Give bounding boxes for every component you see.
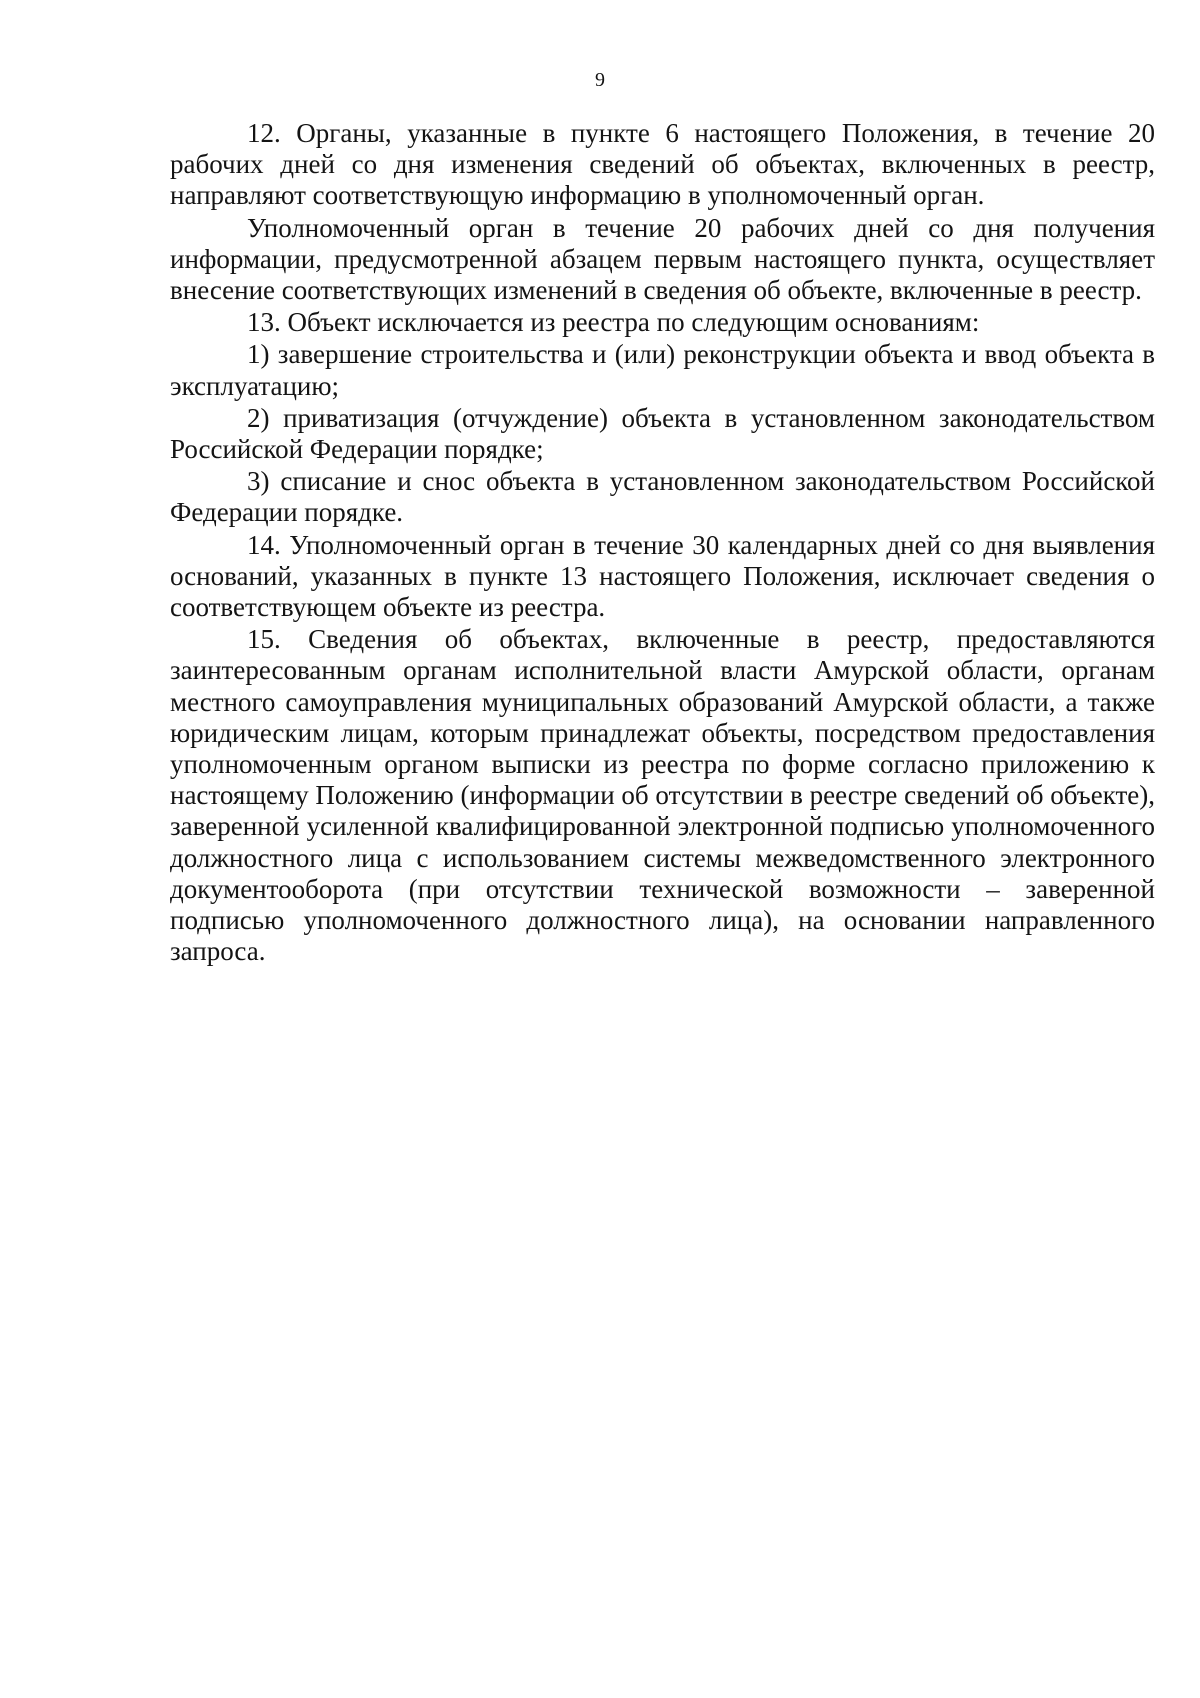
paragraph-12: 12. Органы, указанные в пункте 6 настоящего Положения, в течение 20 рабочих дней со дня изменения сведений об объектах, включенных в реестр, направляют соответствующую информацию в уполномоченный орган. bbox=[170, 118, 1155, 211]
page-number: 9 bbox=[595, 69, 605, 91]
document-body bbox=[170, 118, 1155, 968]
paragraph-13: 13. Объект исключается из реестра по следующим основаниям: bbox=[247, 307, 980, 338]
list-item-13-3: 3) списание и снос объекта в установленном законодательством Российской Федерации порядке. bbox=[170, 466, 1155, 528]
paragraph-14: 14. Уполномоченный орган в течение 30 календарных дней со дня выявления оснований, указанных в пункте 13 настоящего Положения, исключает сведения о соответствующем объекте из реестра. bbox=[170, 529, 1155, 623]
list-item-13-1: 1) завершение строительства и (или) реконструкции объекта и ввод объекта в эксплуатацию; bbox=[170, 339, 1155, 401]
paragraph-12-continued: Уполномоченный орган в течение 20 рабочих дней со дня получения информации, предусмотренной абзацем первым настоящего пункта, осуществляет внесение соответствующих изменений в сведения об объекте, включенные в реестр. bbox=[170, 212, 1155, 306]
paragraph-15: 15. Сведения об объектах, включенные в реестр, предоставляются заинтересованным органам исполнительной власти Амурской области, органам местного самоуправления муниципальных образований Амурской области, а также юридическим лицам, которым принадлежат объекты, посредством предоставления уполномоченным органом выписки из реестра по форме согласно приложению к настоящему Положению (информации об отсутствии в реестре сведений об объекте), заверенной усиленной квалифицированной электронной подписью уполномоченного должностного лица с использованием системы межведомственного электронного документооборота (при отсутствии технической возможности – заверенной подписью уполномоченного должностного лица), на основании направленного запроса. bbox=[170, 624, 1155, 967]
list-item-13-2: 2) приватизация (отчуждение) объекта в установленном законодательством Российской Федерации порядке; bbox=[170, 402, 1155, 465]
